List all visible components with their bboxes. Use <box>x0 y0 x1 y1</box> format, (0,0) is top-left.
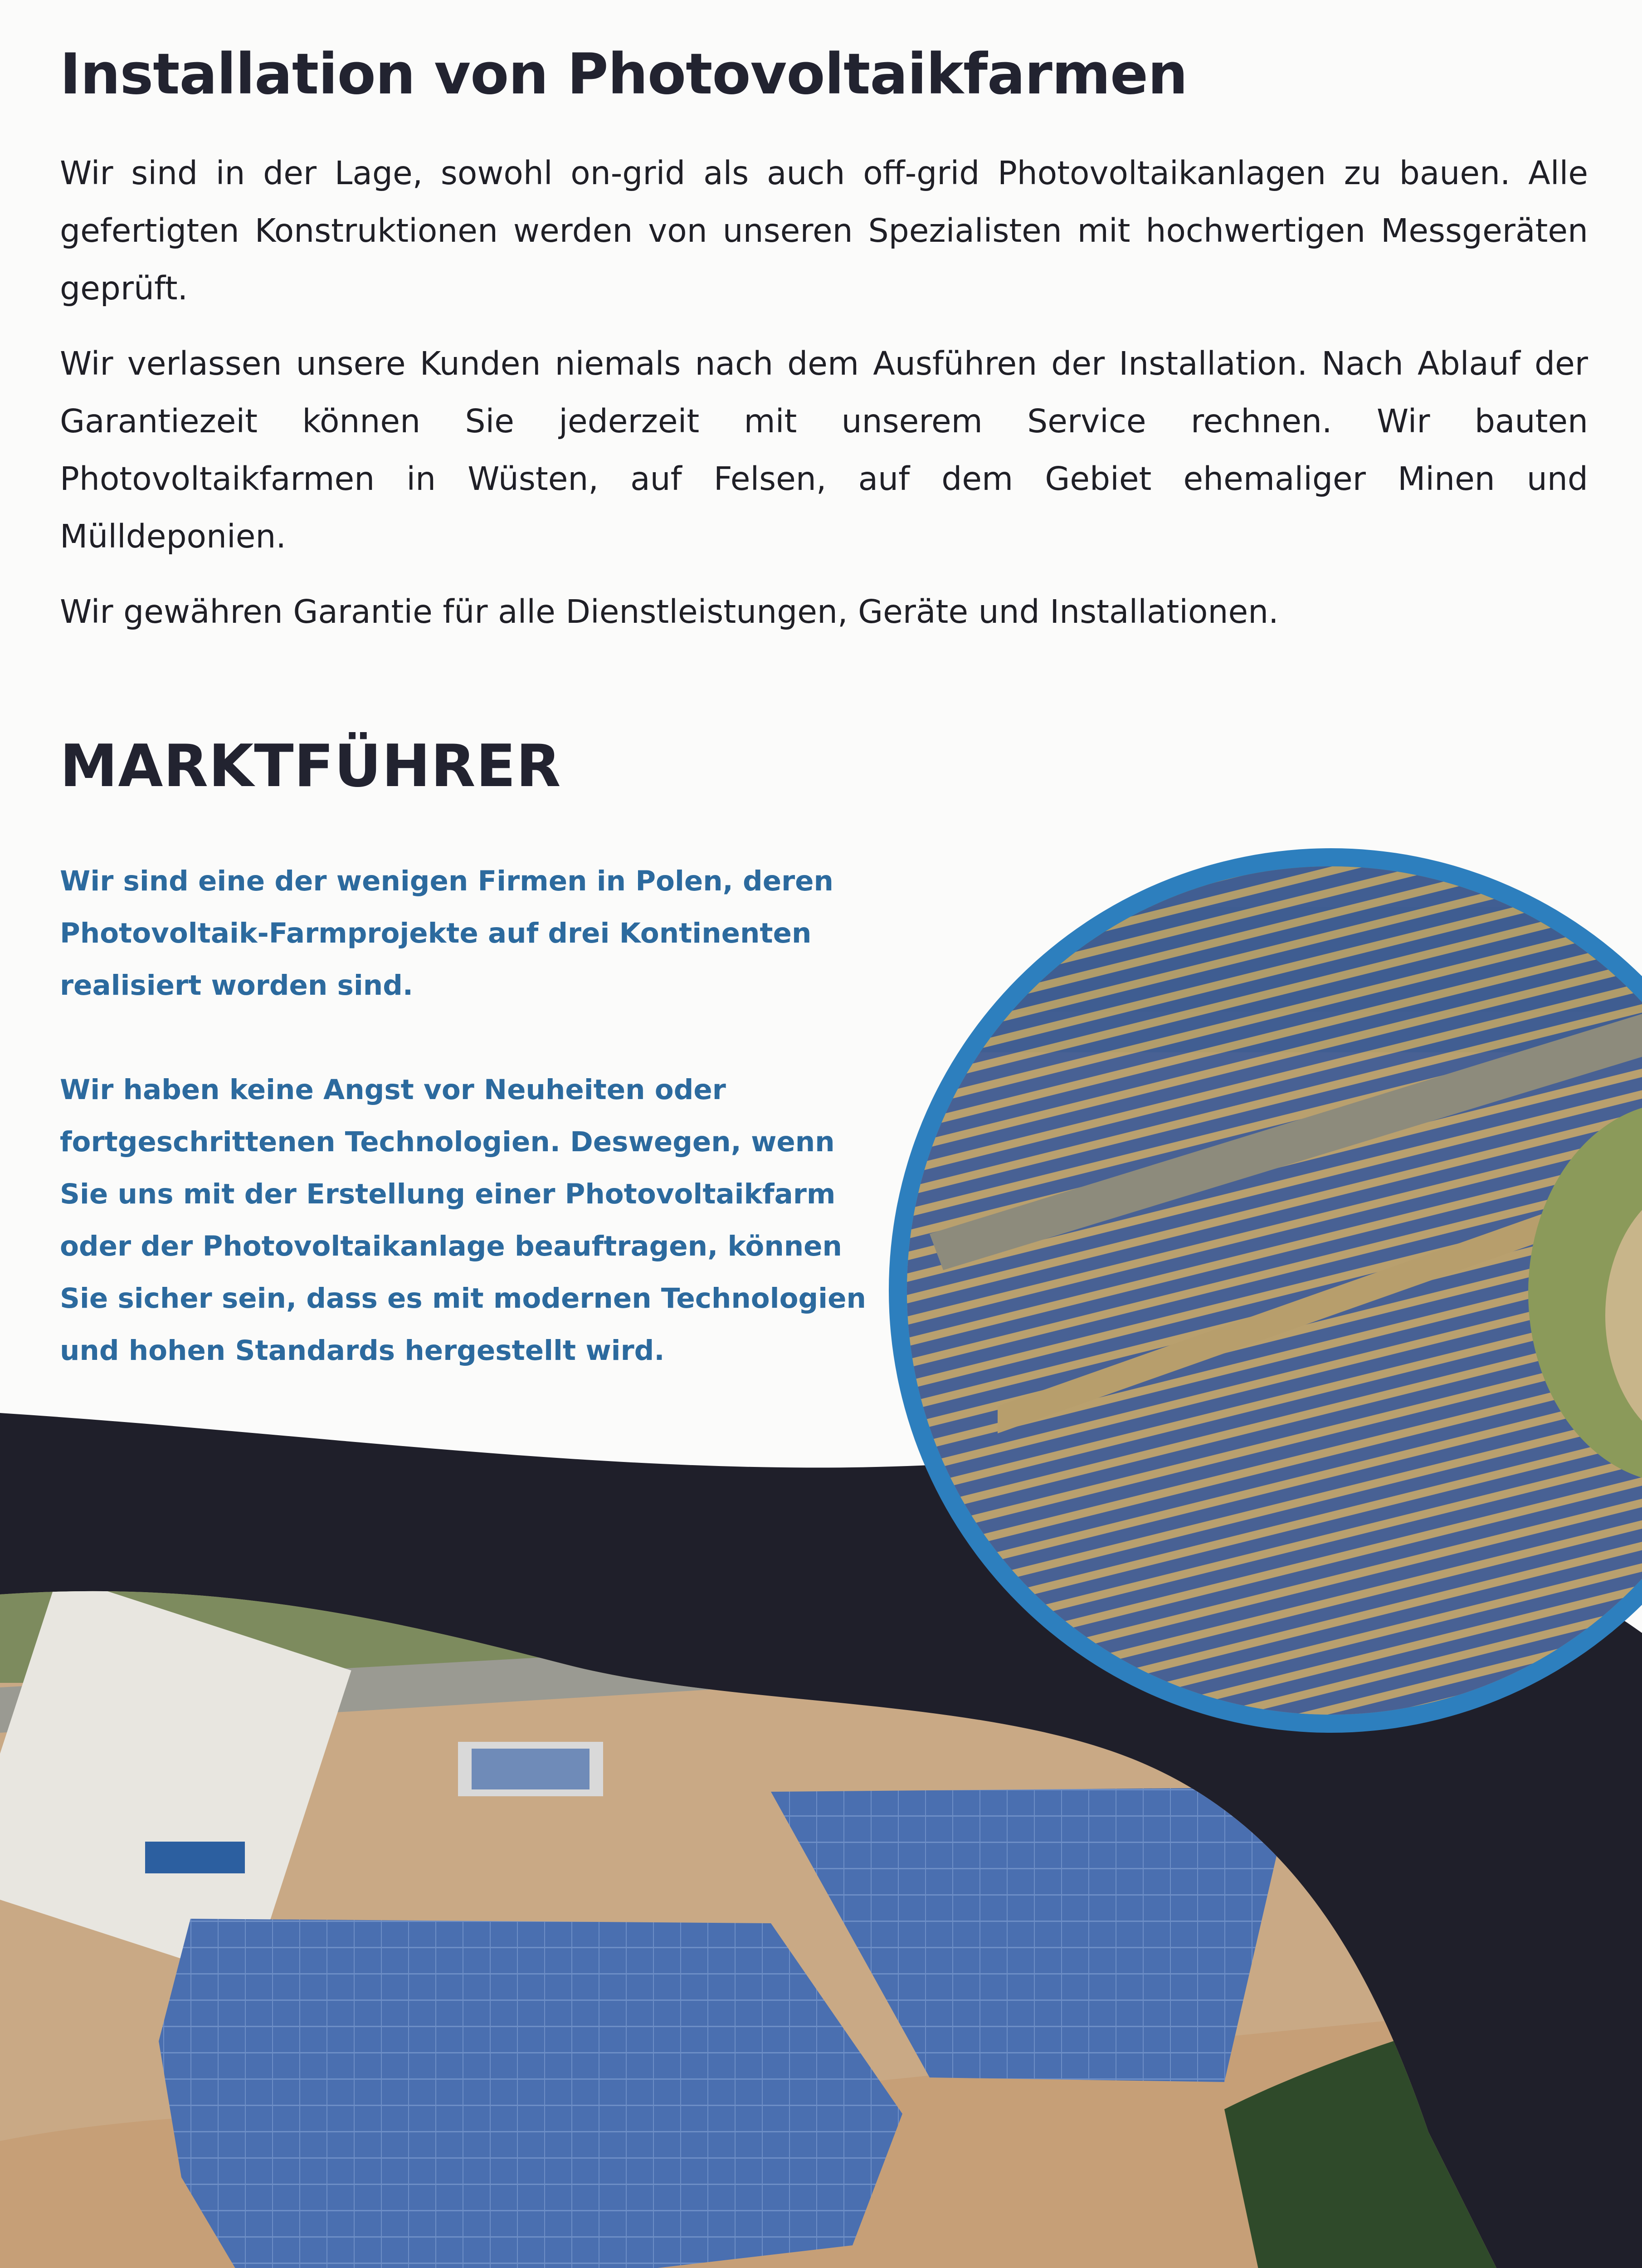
intro-paragraph-3: Wir gewähren Garantie für alle Dienstleistungen, Geräte und Installationen. <box>60 593 1279 631</box>
intro-paragraph-2: Wir verlassen unsere Kunden niemals nach dem Ausführen der Installation. Nach Ablauf der Garantiezeit können Sie jederzeit mit unserem Service rechnen. Wir bauten Photovoltaikfarmen in Wüsten, auf Felsen, auf dem Gebiet ehemaliger Minen und Mülldeponien. <box>60 345 1588 555</box>
page-title: Installation von Photovoltaikfarmen <box>60 42 1188 107</box>
intro-paragraph-1: Wir sind in der Lage, sowohl on-grid als auch off-grid Photovoltaikanlagen zu bauen. Alle gefertigten Konstruktionen werden von unseren Spezialisten mit hochwertigen Messgeräten geprüft. <box>60 154 1588 307</box>
section-heading: MARKTFÜHRER <box>60 733 561 800</box>
highlight-paragraph-1: Wir sind eine der wenigen Firmen in Polen, deren Photovoltaik-Farmprojekte auf drei Kontinenten realisiert worden sind. <box>60 865 833 1002</box>
highlight-paragraph-2: Wir haben keine Angst vor Neuheiten oder fortgeschrittenen Technologien. Deswegen, wenn Sie uns mit der Erstellung einer Photovoltaikfarm oder der Photovoltaikanlage beauftragen, können Sie sicher sein, dass es mit modernen Technologien und hohen Standards hergestellt wird. <box>60 1074 866 1367</box>
